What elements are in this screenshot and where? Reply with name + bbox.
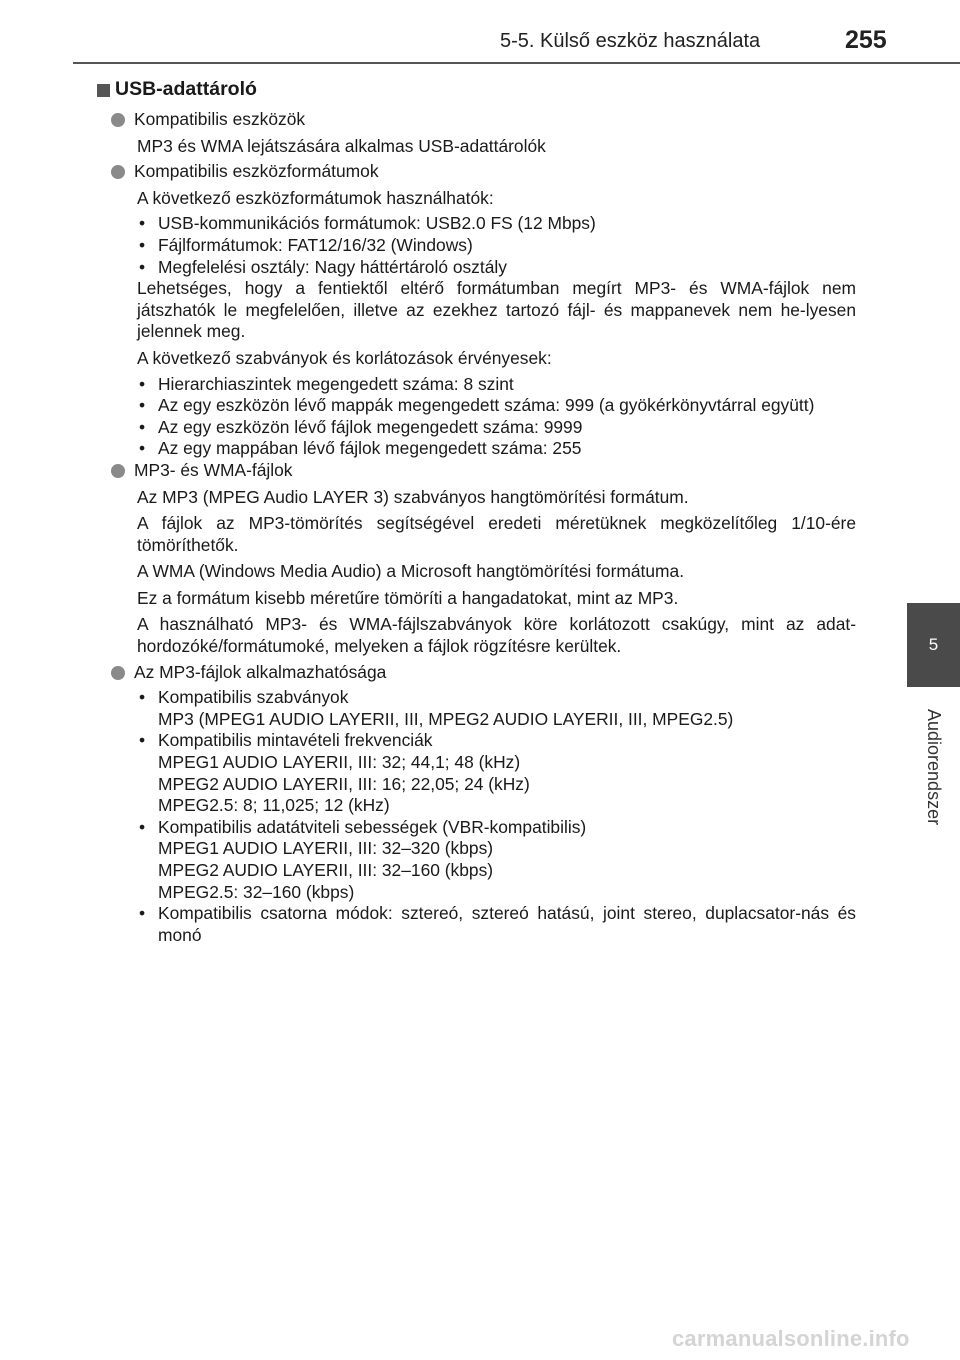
- list-item-line: MPEG2.5: 8; 11,025; 12 (kHz): [158, 795, 390, 816]
- chapter-tab: [907, 687, 960, 847]
- list-item: • Hierarchiaszintek megengedett száma: 8 szint: [158, 374, 856, 396]
- list-item: [158, 730, 856, 816]
- paragraph: A fájlok az MP3-tömörítés segítségével eredeti méretüknek megközelítőleg 1/10-ére tömöríthetők.: [137, 513, 856, 555]
- paragraph: A WMA (Windows Media Audio) a Microsoft hangtömörítési formátuma.: [137, 561, 685, 582]
- bullet-list: [100, 213, 856, 278]
- list-item: [158, 687, 856, 730]
- section-title-text: USB-adattároló: [115, 78, 257, 101]
- subsection-heading: Az MP3-fájlok alkalmazhatósága: [134, 661, 387, 682]
- paragraph: Lehetséges, hogy a fentiektől eltérő formátumban megírt MP3- és WMA-fájlok nem játszhatók le megfelelően, illetve az ezekhez tartozó fájl- és mappanevek nem he-lyesen jelennek meg.: [137, 278, 856, 342]
- subsection-compat-formats: [100, 161, 856, 183]
- subsection-mp3-wma: [100, 460, 856, 482]
- page-number: 255: [845, 26, 887, 54]
- paragraph: A következő eszközformátumok használhatók:: [137, 187, 494, 208]
- list-item: [158, 903, 856, 946]
- page-content: [100, 78, 856, 946]
- bullet-list: [100, 687, 856, 946]
- list-item-line: MP3 (MPEG1 AUDIO LAYERII, III, MPEG2 AUDIO LAYERII, III, MPEG2.5): [158, 708, 734, 729]
- square-bullet-icon: [97, 84, 110, 97]
- paragraph: A következő szabványok és korlátozások érvényesek:: [137, 347, 552, 368]
- circle-bullet-icon: [111, 165, 125, 179]
- running-header-title: 5-5. Külső eszköz használata: [500, 30, 761, 52]
- list-item-line: MPEG2 AUDIO LAYERII, III: 32–160 (kbps): [158, 860, 494, 880]
- chapter-tab-number: 5: [907, 603, 960, 687]
- list-item-label: • Kompatibilis mintavételi frekvenciák: [158, 730, 433, 751]
- list-item: • USB-kommunikációs formátumok: USB2.0 FS (12 Mbps): [158, 213, 856, 235]
- subsection-compat-devices: [100, 109, 856, 131]
- list-item-label: • Kompatibilis csatorna módok: sztereó, sztereó hatású, joint stereo, duplacsator-nás és monó: [158, 903, 856, 945]
- list-item: • Fájlformátumok: FAT12/16/32 (Windows): [158, 235, 856, 257]
- paragraph: A használható MP3- és WMA-fájlszabványok köre korlátozott csakúgy, mint az adat-hordozóké/formátumoké, melyeken a fájlok rögzítésre kerültek.: [137, 614, 856, 657]
- paragraph: Az MP3 (MPEG Audio LAYER 3) szabványos hangtömörítési formátum.: [137, 486, 689, 507]
- circle-bullet-icon: [111, 666, 125, 680]
- list-item-line: MPEG1 AUDIO LAYERII, III: 32; 44,1; 48 (kHz): [158, 752, 521, 773]
- bullet-list: [100, 374, 856, 460]
- subsection-heading: Kompatibilis eszközformátumok: [134, 161, 379, 182]
- paragraph: Ez a formátum kisebb méretűre tömöríti a hangadatokat, mint az MP3.: [137, 587, 679, 608]
- subsection-mp3-applicability: [100, 662, 856, 684]
- header-divider: [73, 62, 960, 64]
- list-item: • Az egy eszközön lévő fájlok megengedett száma: 9999: [158, 417, 856, 439]
- chapter-tab-label: Audiorendszer: [924, 708, 944, 826]
- list-item-line: MPEG2.5: 32–160 (kbps): [158, 881, 355, 902]
- list-item-line: MPEG1 AUDIO LAYERII, III: 32–320 (kbps): [158, 838, 494, 859]
- list-item-label: • Kompatibilis adatátviteli sebességek (VBR-kompatibilis): [158, 816, 587, 837]
- list-item: • Az egy eszközön lévő mappák megengedett száma: 999 (a gyökérkönyvtárral együtt): [158, 395, 856, 417]
- list-item: • Megfelelési osztály: Nagy háttértároló osztály: [158, 257, 856, 279]
- circle-bullet-icon: [111, 113, 125, 127]
- subsection-heading: Kompatibilis eszközök: [134, 109, 306, 129]
- paragraph: MP3 és WMA lejátszására alkalmas USB-adattárolók: [137, 135, 546, 156]
- list-item-line: MPEG2 AUDIO LAYERII, III: 16; 22,05; 24 (kHz): [158, 773, 530, 794]
- list-item-label: • Kompatibilis szabványok: [158, 687, 349, 708]
- list-item: [158, 817, 856, 903]
- circle-bullet-icon: [111, 464, 125, 478]
- section-heading: [97, 78, 856, 102]
- list-item: • Az egy mappában lévő fájlok megengedett száma: 255: [158, 438, 856, 460]
- watermark-text: carmanualsonline.info: [672, 1326, 910, 1351]
- subsection-heading: MP3- és WMA-fájlok: [134, 459, 293, 480]
